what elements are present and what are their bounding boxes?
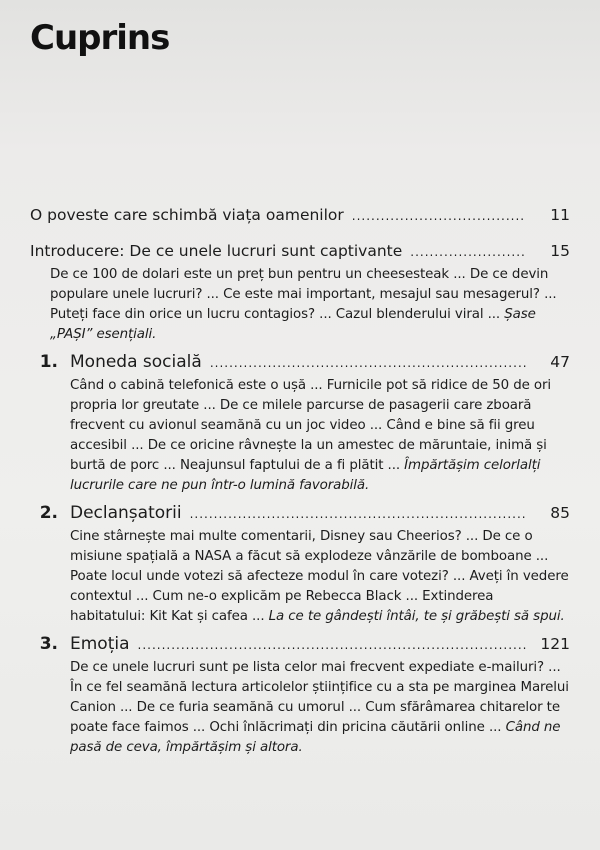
dot-leader (210, 353, 526, 374)
toc-entry-title: O poveste care schimbă viața oamenilor (30, 206, 344, 224)
toc-entry-page: 121 (540, 635, 570, 653)
description-text: Cine stârnește mai multe comentarii, Disney sau Cheerios? ... De ce o misiune spațială a NASA a făcut să explodeze vânzările de bomboane ... Poate locul unde votezi să afecteze modul în care votezi? ... Aveți în vedere contextul ... Cum ne-o explicăm pe Rebecca Black ... Extinderea habitatului: Kit Kat și cafea ... (70, 529, 569, 624)
toc-entry-chapter-1 (30, 352, 570, 496)
toc-entry-description (30, 658, 570, 758)
toc-entry-page: 47 (550, 353, 570, 371)
description-text: De ce unele lucruri sunt pe lista celor mai frecvent expediate e-mailuri? ... În ce fel seamănă lectura articolelor științifice cu a sta pe marginea Marelui Canion ... De ce furia seamănă cu umorul ... Cum sfărâmarea chitarelor te poate face faimos ... Ochi înlăcrimați din pricina căutării online ... (70, 660, 569, 735)
toc-entry-prologue (30, 205, 570, 227)
page-title: Cuprins (30, 18, 170, 58)
table-of-contents (30, 205, 570, 765)
toc-entry-introduction (30, 241, 570, 345)
toc-entry-page: 85 (550, 504, 570, 522)
dot-leader (138, 635, 526, 656)
toc-entry-title: Emoția (70, 634, 130, 654)
description-italic: Șase „PAȘI” esențiali. (50, 307, 536, 342)
toc-entry-title: Moneda socială (70, 352, 202, 372)
chapter-number: 2. (39, 503, 58, 523)
dot-leader (190, 504, 526, 525)
description-text: Când o cabină telefonică este o ușă ... Furnicile pot să ridice de 50 de ori propria lor greutate ... De ce milele parcurse de pasagerii care zboară frecvent cu avionul seamănă cu un joc video ... Când e bine să fii greu accesibil ... De ce oricine râvnește la un amestec de măruntaie, inimă și burtă de porc ... Neajunsul faptului de a fi plătit ... (70, 378, 552, 473)
toc-entry-page: 15 (550, 242, 570, 260)
chapter-number: 3. (39, 634, 58, 654)
toc-entry-description (30, 376, 570, 496)
toc-entry-description (30, 527, 570, 627)
toc-entry-title: Introducere: De ce unele lucruri sunt captivante (30, 242, 403, 260)
toc-entry-chapter-2 (30, 503, 570, 627)
toc-entry-description (30, 265, 570, 345)
description-text: De ce 100 de dolari este un preț bun pentru un cheesesteak ... De ce devin populare unele lucruri? ... Ce este mai important, mesajul sau mesagerul? ... Puteți face din orice un lucru contagios? ... Cazul blenderului viral ... (50, 267, 557, 322)
chapter-number: 1. (39, 352, 58, 372)
description-italic: Când ne pasă de ceva, împărtășim și altora. (70, 720, 561, 755)
toc-entry-page: 11 (550, 206, 570, 224)
description-italic: Împărtășim celorlalți lucrurile care ne pun într-o lumină favorabilă. (70, 458, 541, 493)
toc-entry-title: Declanșatorii (70, 503, 182, 523)
dot-leader (410, 242, 526, 263)
dot-leader (352, 206, 526, 227)
toc-entry-chapter-3 (30, 634, 570, 758)
description-italic: La ce te gândești întâi, te și grăbești să spui. (268, 609, 565, 624)
